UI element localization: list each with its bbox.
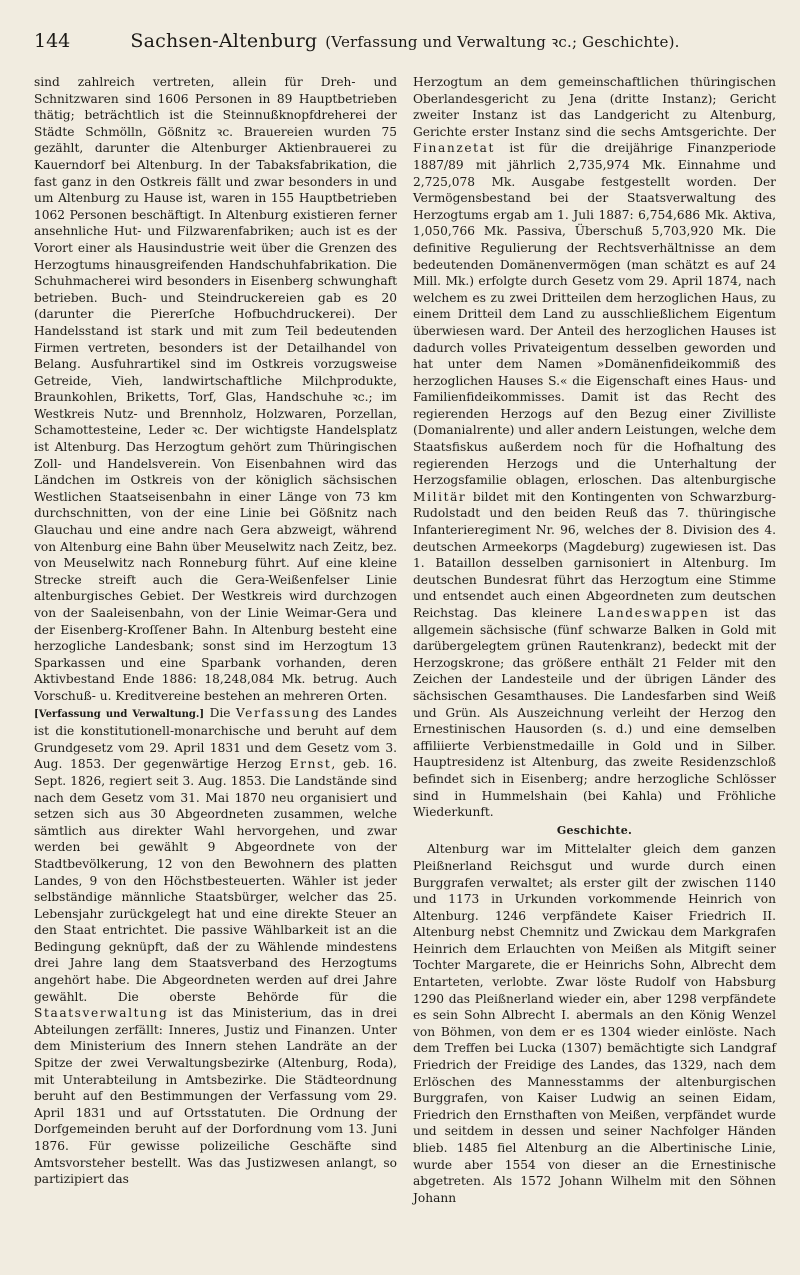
term-landeswappen: Landeswappen (597, 606, 710, 620)
name-ernst: Ernst (289, 757, 332, 772)
text-columns (34, 74, 776, 1206)
term-staatsverwaltung: Staatsverwaltung (34, 1006, 169, 1021)
right-paragraph-1 (413, 74, 776, 821)
para1-text-a: Herzogtum an dem gemeinschaftlichen thüringischen Oberlandesgericht zu Jena (dritte Instanz); Gericht zweiter Instanz ist das Landgericht zu Altenburg, Gerichte erster Instanz sind die sechs Amtsgerichte. Der (413, 75, 776, 139)
page-number: 144 (34, 30, 71, 52)
section-heading-geschichte: Geschichte. (556, 823, 633, 837)
para1-text-d: ist das allgemein sächsische (fünf schwarze Balken in Gold mit darübergelegtem grünen Rautenkranz), bedeckt mit der Herzogskrone; das größere enthält 21 Felder mit den Zeichen der Landesteile und der übrigen Länder des sächsischen Gesamthauses. Die Landesfarben sind Weiß und Grün. Als Auszeichnung verleiht der Herzog den Ernestinischen Hausorden (s. d.) und eine demselben affiliierte Verbienstmedaille in Gold und in Silber. Hauptresidenz ist Altenburg, das zweite Residenzschloß befindet sich in Eisenberg; andre herzogliche Schlösser sind in Hummelshain (bei Kahla) und Fröhliche Wiederkunft. (413, 606, 777, 820)
running-title-main: Sachsen-Altenburg (130, 30, 318, 52)
para2-lead: Die (209, 705, 231, 720)
left-paragraph-1: sind zahlreich vertreten, allein für Dreh- und Schnitzwaren sind 1606 Personen in 89 Hauptbetrieben thätig; beträchtlich ist die Steinnußknopfdreherei der Städte Schmölln, Gößnitz ꝛc. Brauereien wurden 75 gezählt, darunter die Altenburger Aktienbrauerei zu Kauerndorf bei Altenburg. In der Tabaksfabrikation, die fast ganz in den Ostkreis fällt und zwar besonders in und um Altenburg zu Hause ist, waren in 155 Hauptbetrieben 1062 Personen beschäftigt. In Altenburg existieren ferner ansehnliche Hut- und Filzwarenfabriken; auch ist es der Vorort einer als Hausindustrie weit über die Grenzen des Herzogtums hinausgreifenden Handschuhfabrikation. Die Schuhmacherei wird besonders in Eisenberg schwunghaft betrieben. Buch- und Steindruckereien gab es 20 (darunter die Piererſche Hofbuchdruckerei). Der Handelsstand ist stark und mit zum Teil bedeutenden Firmen vertreten, besonders ist der Detailhandel von Belang. Ausfuhrartikel sind im Ostkreis vorzugsweise Getreide, Vieh, landwirtschaftliche Milchprodukte, Braunkohlen, Briketts, Torf, Glas, Handschuhe ꝛc.; im Westkreis Nutz- und Brennholz, Holzwaren, Porzellan, Schamottesteine, Leder ꝛc. Der wichtigste Handelsplatz ist Altenburg. Das Herzogtum gehört zum Thüringischen Zoll- und Handelsverein. Von Eisenbahnen wird das Ländchen im Ostkreis von der königlich sächsischen Westlichen Staatseisenbahn in einer Länge von 73 km durchschnitten, von der eine Linie bei Gößnitz nach Glauchau und eine andre nach Gera abzweigt, während von Altenburg eine Bahn über Meuselwitz nach Zeitz, bez. von Meuselwitz nach Ronneburg führt. Auf eine kleine Strecke streift auch die Gera-Weißenfelser Linie altenburgisches Gebiet. Der Westkreis wird durchzogen von der Saaleisenbahn, von der Linie Weimar-Gera und der Eisenberg-Kroſſener Bahn. In Altenburg besteht eine herzogliche Landesbank; sonst sind im Herzogtum 13 Sparkassen und eine Sparbank vorhanden, deren Aktivbestand Ende 1886: 18,248,084 Mk. betrug. Auch Vorschuß- u. Kreditvereine bestehen an mehreren Orten. (34, 75, 397, 703)
para1-text-b: ist für die dreijährige Finanzperiode 1887/89 mit jährlich 2,735,974 Mk. Einnahme und 2,725,078 Mk. Ausgabe festgestellt worden. Der Vermögensbestand bei der Staatsverwaltung des Herzogtums ergab am 1. Juli 1887: 6,754,686 Mk. Aktiva, 1,050,766 Mk. Passiva, Überschuß 5,703,920 Mk. Die definitive Regulierung der Rechtsverhältnisse an dem bedeutenden Domänenvermögen (man schätzt es auf 24 Mill. Mk.) erfolgte durch Gesetz vom 29. April 1874, nach welchem es zu zwei Dritteilen dem herzoglichen Haus, zu einem Dritteil dem Land zu ausschließlichem Eigentum überwiesen ward. Der Anteil des herzoglichen Hauses ist dadurch volles Privateigentum desselben geworden und hat unter dem Namen »Domänenfideikommiß des herzoglichen Hauses S.« die Eigenschaft eines Haus- und Familienfideikommisses. Damit ist das Recht des regierenden Herzogs auf den Bezug einer Zivilliste (Domanialrente) und aller andern Leistungen, welche dem Staatsfiskus außerdem noch für die Hofhaltung des regierenden Herzogs und die Unterhaltung der Herzogsfamilie oblagen, erloschen. Das altenburgische (413, 141, 776, 488)
term-militaer: Militär (413, 489, 467, 504)
right-paragraph-2: Altenburg war im Mittelalter gleich dem ganzen Pleißnerland Reichsgut und wurde durch einen Burggrafen verwaltet; als erster gilt der zwischen 1140 und 1173 in Urkunden vorkommende Heinrich von Altenburg. 1246 verpfändete Kaiser Friedrich II. Altenburg nebst Chemnitz und Zwickau dem Markgrafen Heinrich dem Erlauchten von Meißen als Mitgift seiner Tochter Margarete, die er Heinrichs Sohn, Albrecht dem Entarteten, verlobte. Zwar löste Rudolf von Habsburg 1290 das Pleißnerland wieder ein, aber 1298 verpfändete es sein Sohn Albrecht I. abermals an den König Wenzel von Böhmen, von dem er es 1304 wieder einlöste. Nach dem Treffen bei Lucka (1307) bemächtigte sich Landgraf Friedrich der Freidige des Landes, das 1329, nach dem Erlöschen des Mannesstamms der altenburgischen Burggrafen, von Kaiser Ludwig an seinen Eidam, Friedrich den Ernsthaften von Meißen, verpfändet wurde und seitdem in dessen und seiner Nachfolger Händen blieb. 1485 fiel Altenburg an die Albertinische Linie, wurde aber 1554 von dieser an die Ernestinische abgetreten. Als 1572 Johann Wilhelm mit den Söhnen Johann (413, 842, 776, 1205)
running-header (34, 30, 776, 70)
running-title-subtitle: (Verfassung und Verwaltung ꝛc.; Geschichte). (325, 33, 680, 51)
para2-text-b: , geb. 16. Sept. 1826, regiert seit 3. Aug. 1853. Die Landstände sind nach dem Gesetz vom 31. Mai 1870 neu organisiert und setzen sich aus 30 Abgeordneten zusammen, welche sämtlich aus direkter Wahl hervorgehen, und zwar werden bei gewählt 9 Abgeordnete von der Stadtbevölkerung, 12 von den Bewohnern des platten Landes, 9 von den Höchstbesteuerten. Wähler ist jeder selbständige männliche Staatsbürger, welcher das 25. Lebensjahr zurückgelegt hat und eine direkte Steuer an den Staat entrichtet. Die passive Wählbarkeit ist an die Bedingung geknüpft, daß der zu Wählende mindestens drei Jahre lang dem Staatsverband des Herzogtums angehört habe. Die Abgeordneten werden auf drei Jahre gewählt. Die oberste Behörde für die (34, 757, 398, 1004)
left-column (34, 74, 397, 1206)
para1-text-c: bildet mit den Kontingenten von Schwarzburg-Rudolstadt und den beiden Reuß das 7. thüringische Infanterieregiment Nr. 96, welches der 8. Division des 4. deutschen Armeekorps (Magdeburg) zugewiesen ist. Das 1. Bataillon desselben garnisoniert in Altenburg. Im deutschen Bundesrat führt das Herzogtum eine Stimme und entsendet auch einen Abgeordneten zum deutschen Reichstag. Das kleinere (413, 489, 777, 620)
left-paragraph-2 (34, 705, 397, 1188)
running-title (130, 30, 679, 52)
para2-text-a: des Landes ist die konstitutionell-monarchische und beruht auf dem Grundgesetz vom 29. April 1831 und dem Gesetz vom 3. Aug. 1853. Der gegenwärtige Herzog (34, 705, 398, 772)
term-finanzetat: Finanzetat (413, 141, 496, 156)
para2-text-c: ist das Ministerium, das in drei Abteilungen zerfällt: Inneres, Justiz und Finanzen. Unter dem Ministerium des Innern stehen Landräte an der Spitze der zwei Verwaltungsbezirke (Altenburg, Roda), mit Unterabteilung in Amtsbezirke. Die Städteordnung beruht auf den Bestimmungen der Verfassung vom 29. April 1831 und auf Ortsstatuten. Die Ordnung der Dorfgemeinden beruht auf der Dorfordnung vom 13. Juni 1876. Für gewisse polizeiliche Geschäfte sind Amtsvorsteher bestellt. Was das Justizwesen anlangt, so partizipiert das (34, 1006, 398, 1187)
margin-note-label: [Verfassung und Verwaltung.] (34, 708, 205, 720)
term-verfassung: Verfassung (235, 705, 321, 720)
right-column (413, 74, 776, 1206)
